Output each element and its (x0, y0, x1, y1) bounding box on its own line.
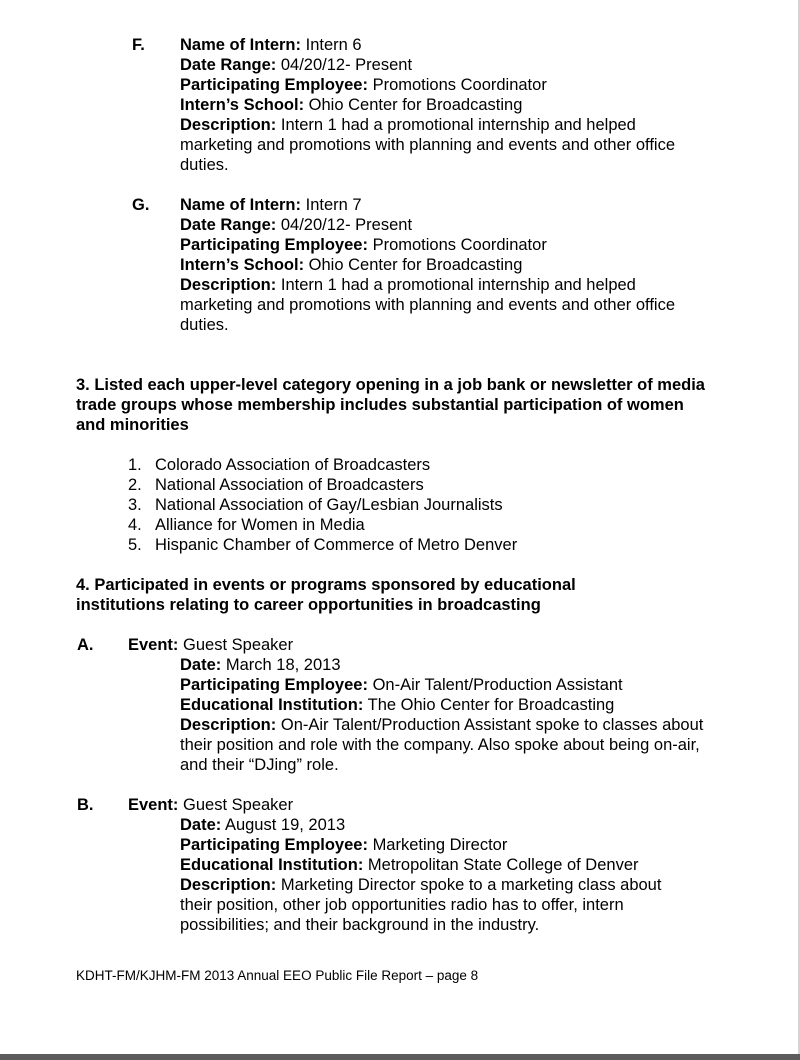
educational-institution: Metropolitan State College of Denver (367, 856, 639, 874)
event-label: Event: (128, 636, 179, 654)
employee-label: Participating Employee: (180, 76, 368, 94)
employee-label: Participating Employee: (180, 836, 368, 854)
employee-label: Participating Employee: (180, 236, 368, 254)
employee-label: Participating Employee: (180, 676, 368, 694)
intern-name: Intern 6 (305, 36, 362, 54)
institution-label: Educational Institution: (180, 856, 364, 874)
date-label: Date: (180, 816, 222, 834)
event-description: On-Air Talent/Production Assistant spoke to classes about their position and role with the company. Also spoke about being on-air, and their “DJing” role. (180, 716, 704, 774)
event-letter: B. (77, 796, 94, 814)
event-letter: A. (77, 636, 94, 654)
intern-description: Intern 1 had a promotional internship and helped marketing and promotions with planning and events and other office duties. (180, 276, 676, 334)
name-label: Name of Intern: (180, 36, 302, 54)
event-b-title (128, 795, 293, 815)
event-a-title (128, 635, 293, 655)
section-4-heading: 4. Participated in events or programs sponsored by educational institutions relating to career opportunities in broadcasting (76, 576, 576, 614)
event-label: Event: (128, 796, 179, 814)
list-item: 3. National Association of Gay/Lesbian Journalists (128, 496, 503, 514)
list-item: 1. Colorado Association of Broadcasters (128, 456, 431, 474)
participating-employee: Promotions Coordinator (372, 76, 547, 94)
event-name: Guest Speaker (183, 796, 294, 814)
name-label: Name of Intern: (180, 196, 302, 214)
section-3-heading: 3. Listed each upper-level category opening in a job bank or newsletter of media trade groups whose membership includes substantial participation of women and minorities (76, 376, 705, 434)
date-range: 04/20/12- Present (280, 216, 413, 234)
event-a-details (180, 655, 704, 775)
intern-description: Intern 1 had a promotional internship and helped marketing and promotions with planning and events and other office duties. (180, 116, 676, 174)
description-label: Description: (180, 876, 277, 894)
date-label: Date Range: (180, 216, 277, 234)
intern-letter: G. (132, 196, 150, 214)
date-label: Date: (180, 656, 222, 674)
intern-school: Ohio Center for Broadcasting (308, 256, 523, 274)
participating-employee: Promotions Coordinator (372, 236, 547, 254)
intern-school: Ohio Center for Broadcasting (308, 96, 523, 114)
educational-institution: The Ohio Center for Broadcasting (367, 696, 615, 714)
list-item: 5. Hispanic Chamber of Commerce of Metro Denver (128, 536, 518, 554)
description-label: Description: (180, 116, 277, 134)
description-label: Description: (180, 276, 277, 294)
page-footer: KDHT-FM/KJHM-FM 2013 Annual EEO Public File Report – page 8 (76, 968, 479, 983)
intern-name: Intern 7 (305, 196, 362, 214)
school-label: Intern’s School: (180, 256, 305, 274)
event-date: August 19, 2013 (224, 816, 346, 834)
institution-label: Educational Institution: (180, 696, 364, 714)
event-description: Marketing Director spoke to a marketing class about their position, other job opportunities radio has to offer, intern possibilities; and their background in the industry. (180, 876, 662, 934)
description-label: Description: (180, 716, 277, 734)
participating-employee: Marketing Director (372, 836, 508, 854)
intern-letter: F. (132, 36, 145, 54)
event-date: March 18, 2013 (225, 656, 341, 674)
page-bottom-border (0, 1054, 800, 1060)
list-item: 4. Alliance for Women in Media (128, 516, 365, 534)
date-range: 04/20/12- Present (280, 56, 413, 74)
event-b-details (180, 815, 700, 935)
participating-employee: On-Air Talent/Production Assistant (372, 676, 623, 694)
date-label: Date Range: (180, 56, 277, 74)
school-label: Intern’s School: (180, 96, 305, 114)
event-name: Guest Speaker (183, 636, 294, 654)
list-item: 2. National Association of Broadcasters (128, 476, 424, 494)
